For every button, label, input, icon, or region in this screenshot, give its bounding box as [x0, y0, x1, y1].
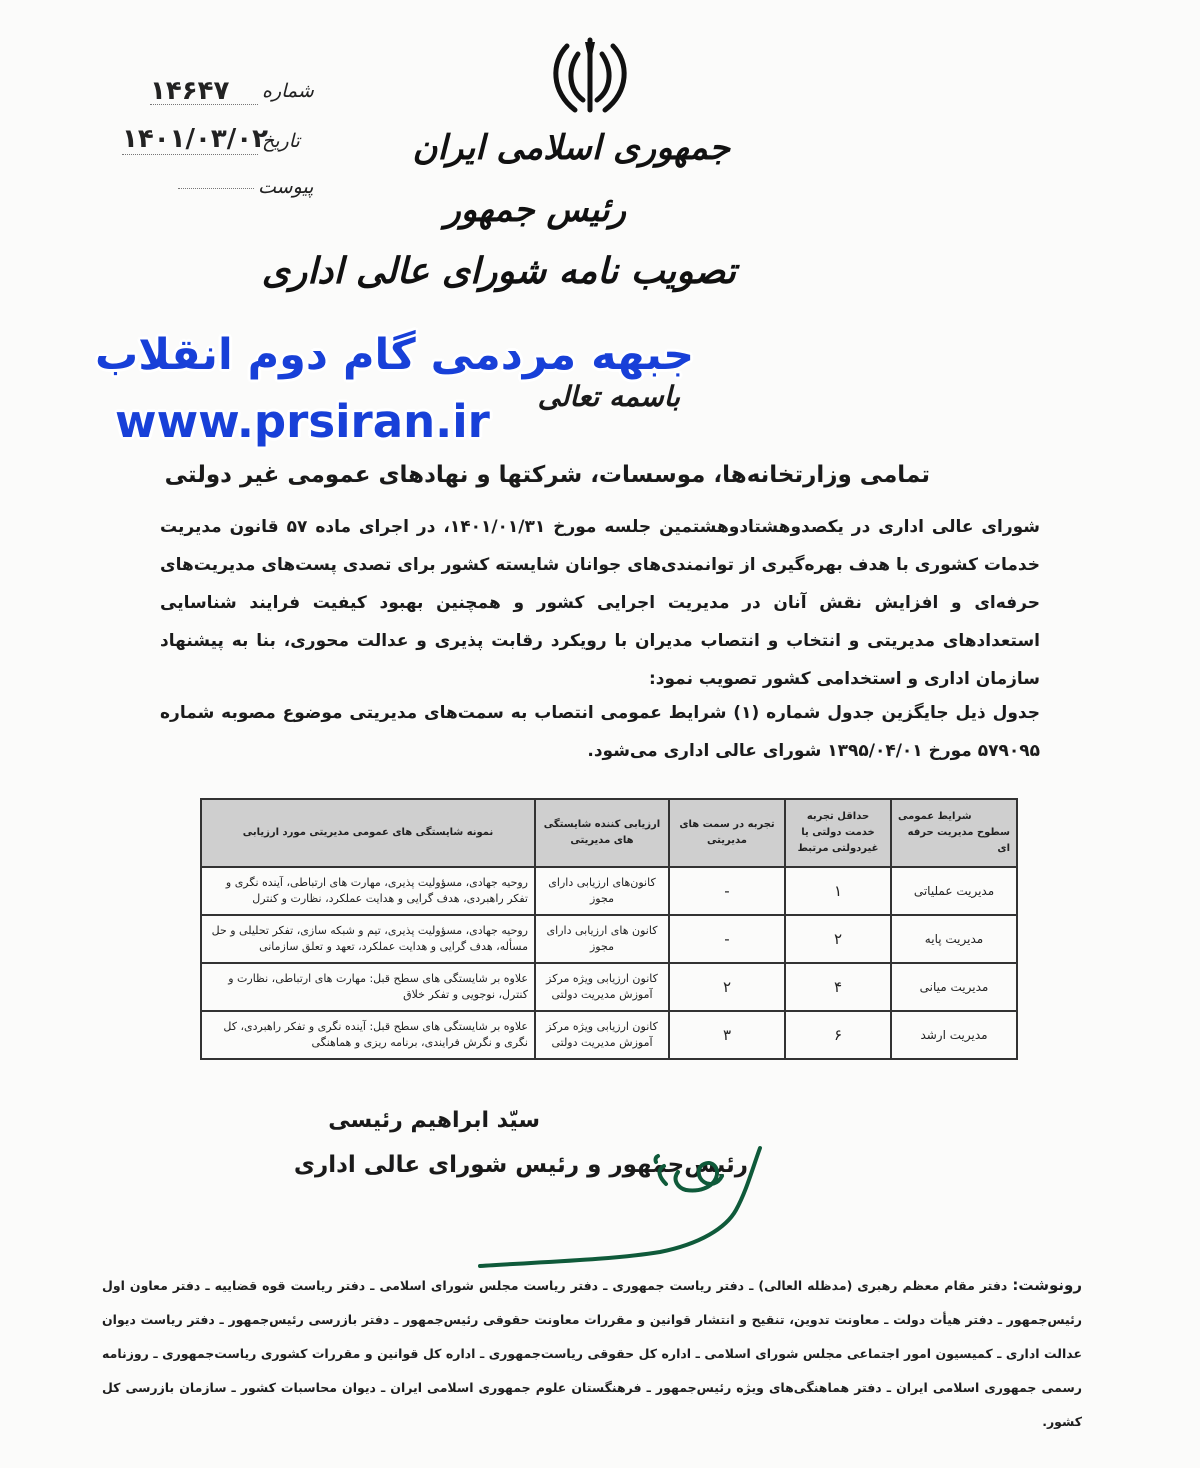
- addressee: تمامی وزارتخانه‌ها، موسسات، شرکتها و نهادهای عمومی غیر دولتی: [164, 462, 930, 488]
- header-corner-top: شرایط عمومی: [898, 811, 972, 822]
- row-competencies: علاوه بر شایستگی های سطح قبل: آینده نگری و تفکر راهبردی، کل نگری و نگرش فرایندی، برنامه ریزی و هماهنگی: [201, 1011, 535, 1059]
- number-label: شماره: [262, 80, 314, 102]
- attachment-label: پیوست: [258, 176, 314, 198]
- row-min-experience: ۲: [785, 915, 891, 963]
- row-assessor: کانون ارزیابی ویژه مرکز آموزش مدیریت دولتی: [535, 963, 669, 1011]
- date-value: ۱۴۰۱/۰۳/۰۲: [122, 124, 268, 154]
- watermark-url: www.prsiran.ir: [115, 395, 490, 448]
- body-paragraph-2: جدول ذیل جایگزین جدول شماره (۱) شرایط عمومی انتصاب به سمت‌های مدیریتی موضوع مصوبه شماره ۵۷۹۰۹۵ مورخ ۱۳۹۵/۰۴/۰۱ شورای عالی اداری می‌شود.: [160, 703, 1040, 761]
- table-row: [201, 915, 1017, 963]
- row-level: مدیریت پایه: [891, 915, 1017, 963]
- table-row: [201, 963, 1017, 1011]
- row-managerial-experience: ۲: [669, 963, 785, 1011]
- handwritten-signature: [460, 1140, 770, 1270]
- row-assessor: کانون های ارزیابی دارای مجوز: [535, 915, 669, 963]
- row-level: مدیریت میانی: [891, 963, 1017, 1011]
- row-min-experience: ۶: [785, 1011, 891, 1059]
- header-assessor: ارزیابی کننده شایستگی های مدیریتی: [535, 799, 669, 867]
- header-competencies: نمونه شایستگی های عمومی مدیریتی مورد ارزیابی: [201, 799, 535, 867]
- management-conditions-table: [200, 798, 1018, 1060]
- country-title: جمهوری اسلامی ایران: [412, 128, 730, 168]
- cc-text: دفتر مقام معظم رهبری (مدظله العالی) ـ دفتر ریاست جمهوری ـ دفتر ریاست مجلس شورای اسلامی ـ دفتر ریاست قوه قضاییه ـ دفتر معاون اول رئیس‌جمهور ـ دفتر هیأت دولت ـ معاونت تدوین، تنقیح و انتشار قوانین و مقررات معاونت حقوقی رئیس‌جمهور ـ دفتر بازرسی رئیس‌جمهور ـ دفتر ریاست دیوان عدالت اداری ـ کمیسیون امور اجتماعی مجلس شورای اسلامی ـ اداره کل حقوقی ریاست‌جمهوری ـ اداره کل قوانین و مقررات کشوری ریاست‌جمهوری ـ روزنامه رسمی جمهوری اسلامی ایران ـ دفتر هماهنگی‌های ویژه رئیس‌جمهور ـ فرهنگستان علوم جمهوری اسلامی ایران ـ دیوان محاسبات کشور ـ سازمان بازرسی کل کشور.: [102, 1278, 1082, 1429]
- office-title: رئیس جمهور: [444, 190, 626, 230]
- body-paragraph-1: شورای عالی اداری در یکصدوهشتادوهشتمین جلسه مورخ ۱۴۰۱/۰۱/۳۱، در اجرای ماده ۵۷ قانون مدیریت خدمات کشوری با هدف بهره‌گیری از توانمندی‌های جوانان شایسته کشور برای تصدی پست‌های مدیریت‌های حرفه‌ای و افزایش نقش آنان در مدیریت اجرایی کشور و همچنین بهبود کیفیت فرایند شناسایی استعدادهای مدیریتی و انتخاب و انتصاب مدیران با رویکرد رقابت پذیری و عدالت محوری، بنا به پیشنهاد سازمان اداری و استخدامی کشور تصویب نمود:: [160, 517, 1040, 689]
- row-competencies: علاوه بر شایستگی های سطح قبل: مهارت های ارتباطی، نظارت و کنترل، نوجویی و تفکر خلاق: [201, 963, 535, 1011]
- row-managerial-experience: -: [669, 867, 785, 915]
- row-competencies: روحیه جهادی، مسؤولیت پذیری، مهارت های ارتباطی، آینده نگری و تفکر راهبردی، هدف گرایی و هدایت عملکرد، نظارت و کنترل: [201, 867, 535, 915]
- row-managerial-experience: -: [669, 915, 785, 963]
- number-value: ۱۴۶۴۷: [150, 76, 230, 106]
- row-assessor: کانون ارزیابی ویژه مرکز آموزش مدیریت دولتی: [535, 1011, 669, 1059]
- table-row: [201, 1011, 1017, 1059]
- date-label: تاریخ: [262, 130, 300, 152]
- signatory-title: رئیس‌جمهور و رئیس شورای عالی اداری: [293, 1152, 748, 1178]
- attachment-line: [178, 188, 254, 189]
- table-row: [201, 867, 1017, 915]
- row-managerial-experience: ۳: [669, 1011, 785, 1059]
- row-min-experience: ۴: [785, 963, 891, 1011]
- date-line: [122, 154, 258, 155]
- header-corner: [891, 799, 1017, 867]
- signatory-name: سیّد ابراهیم رئیسی: [328, 1108, 540, 1133]
- watermark-title: جبهه مردمی گام دوم انقلاب: [95, 330, 695, 380]
- header-managerial-experience: تجربه در سمت های مدیریتی: [669, 799, 785, 867]
- invocation: باسمه تعالی: [537, 380, 680, 413]
- iran-emblem-icon: [545, 36, 635, 118]
- header-corner-bottom: سطوح مدیریت حرفه ای: [907, 827, 1010, 854]
- row-min-experience: ۱: [785, 867, 891, 915]
- row-assessor: کانون‌های ارزیابی دارای مجوز: [535, 867, 669, 915]
- row-competencies: روحیه جهادی، مسؤولیت پذیری، تیم و شبکه سازی، تفکر تحلیلی و حل مسأله، هدف گرایی و هدایت عملکرد، تعهد و تعلق سازمانی: [201, 915, 535, 963]
- row-level: مدیریت ارشد: [891, 1011, 1017, 1059]
- cc-block: [102, 1268, 1082, 1439]
- table-header-row: [201, 799, 1017, 867]
- header-min-experience: حداقل تجربه خدمت دولتی یا غیردولتی مرتبط: [785, 799, 891, 867]
- document-type-title: تصویب نامه شورای عالی اداری: [261, 250, 736, 292]
- cc-label: رونوشت:: [1012, 1276, 1082, 1294]
- row-level: مدیریت عملیاتی: [891, 867, 1017, 915]
- number-line: [150, 104, 258, 105]
